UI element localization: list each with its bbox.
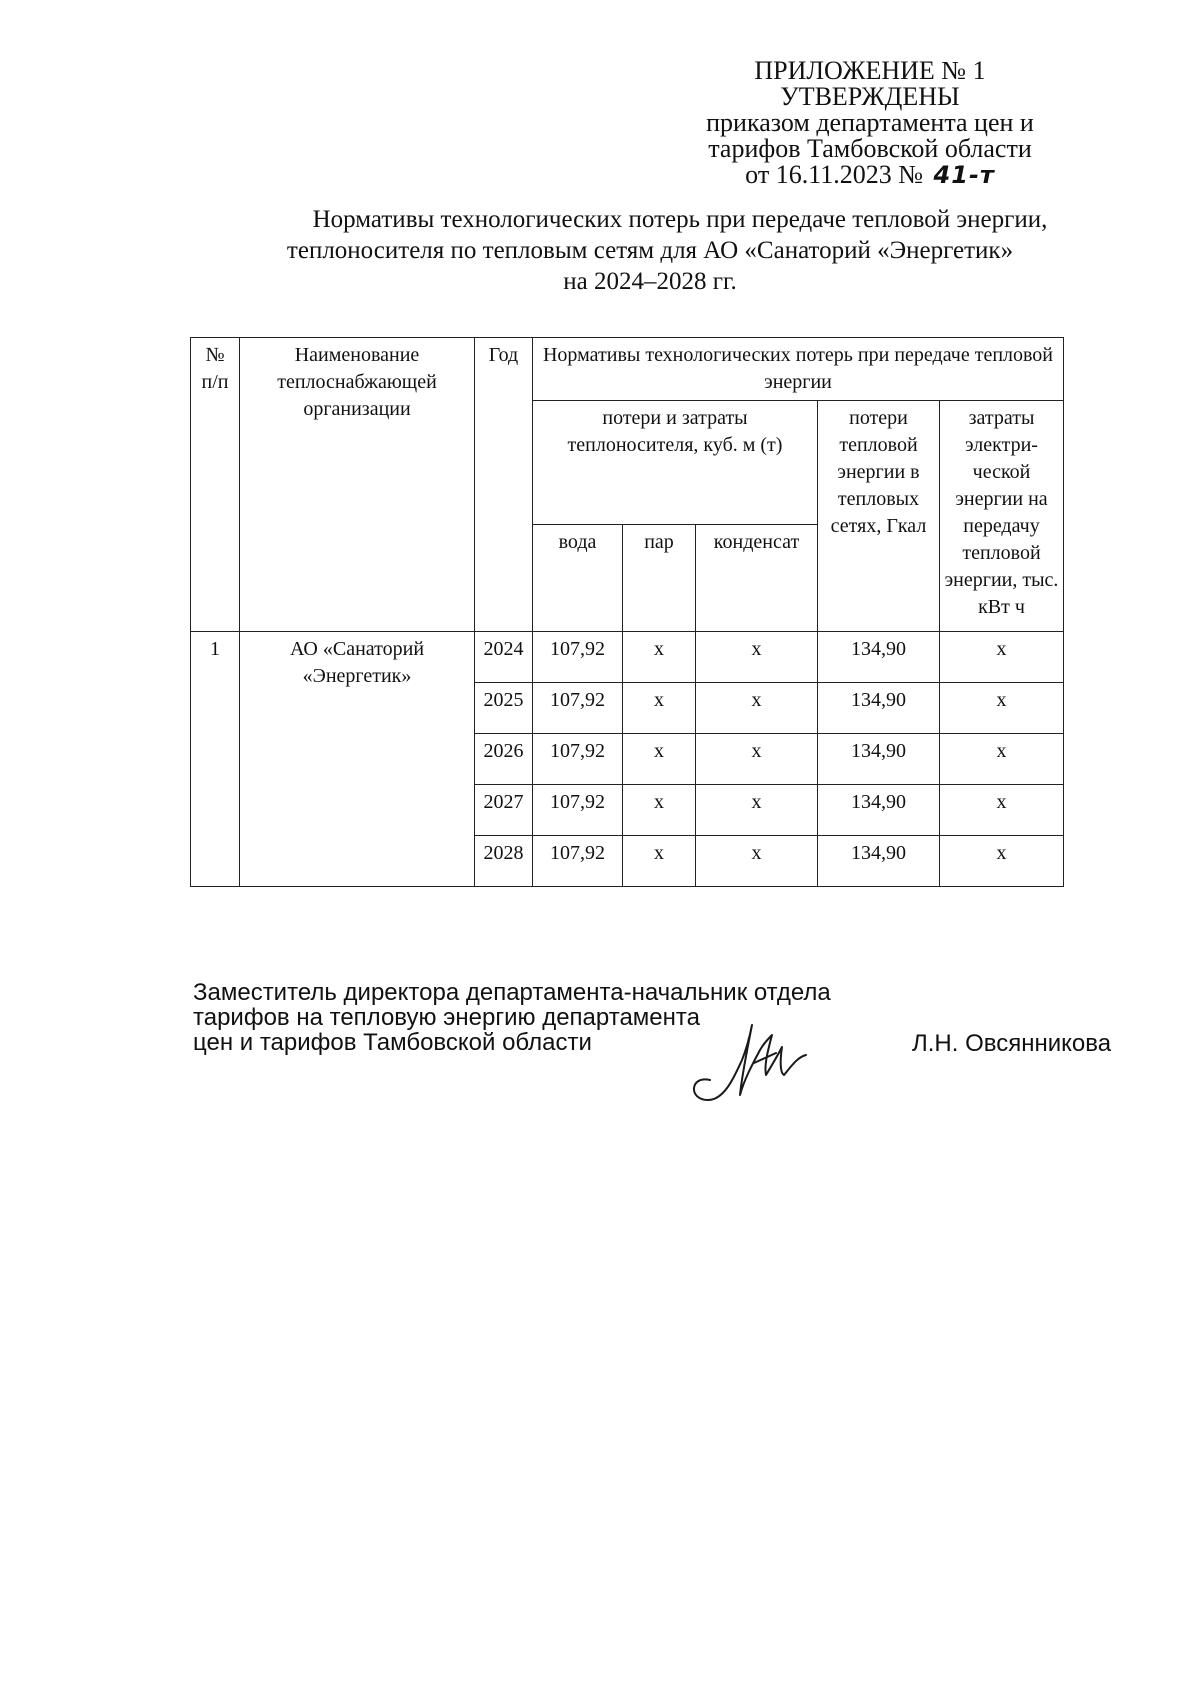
header-steam: пар: [623, 525, 696, 632]
header-electricity: затраты электри-ческой энергии на передачу тепловой энергии, тыс. кВт ч: [940, 401, 1064, 632]
norms-table: [190, 337, 1064, 887]
water-cell: 107,92: [533, 734, 623, 785]
year-cell: 2026: [475, 734, 533, 785]
row-number: 1: [191, 632, 240, 887]
condensate-cell: х: [696, 632, 818, 683]
header-water: вода: [533, 525, 623, 632]
title-line-2: теплоносителя по тепловым сетям для АО «Санаторий «Энергетик»: [286, 237, 1014, 264]
condensate-cell: х: [696, 785, 818, 836]
steam-cell: х: [623, 836, 696, 887]
header-year: Год: [475, 338, 533, 632]
position-line-2: тарифов на тепловую энергию департамента: [193, 1004, 700, 1031]
table-row: [191, 632, 1064, 683]
signer-name: Л.Н. Овсянникова: [912, 1030, 1112, 1057]
header-organization: Наименование теплоснабжающей организации: [240, 338, 475, 632]
year-cell: 2025: [475, 683, 533, 734]
steam-cell: х: [623, 683, 696, 734]
header-coolant: потери и затраты теплоносителя, куб. м (т): [533, 401, 818, 525]
year-cell: 2024: [475, 632, 533, 683]
electricity-cell: х: [940, 683, 1064, 734]
water-cell: 107,92: [533, 836, 623, 887]
order-number-handwritten: 41-т: [933, 161, 995, 189]
appendix-label: ПРИЛОЖЕНИЕ № 1: [754, 56, 986, 85]
document-title: [180, 204, 1120, 297]
steam-cell: х: [623, 632, 696, 683]
position-line-3: цен и тарифов Тамбовской области: [193, 1029, 592, 1056]
order-line-2: тарифов Тамбовской области: [708, 134, 1032, 163]
electricity-cell: х: [940, 734, 1064, 785]
heat-loss-cell: 134,90: [818, 836, 940, 887]
order-date: от 16.11.2023 №: [745, 160, 924, 189]
condensate-cell: х: [696, 683, 818, 734]
position-line-1: Заместитель директора департамента-начальник отдела: [193, 979, 831, 1006]
electricity-cell: х: [940, 785, 1064, 836]
header-norms: Нормативы технологических потерь при передаче тепловой энергии: [533, 338, 1064, 401]
header-condensate: конденсат: [696, 525, 818, 632]
electricity-cell: х: [940, 632, 1064, 683]
handwritten-signature: [680, 1005, 830, 1105]
year-cell: 2028: [475, 836, 533, 887]
order-line-1: приказом департамента цен и: [706, 108, 1034, 137]
water-cell: 107,92: [533, 785, 623, 836]
title-line-1: Нормативы технологических потерь при передаче тепловой энергии,: [312, 206, 1048, 233]
heat-loss-cell: 134,90: [818, 785, 940, 836]
approved-label: УТВЕРЖДЕНЫ: [780, 82, 960, 111]
header-heat-losses: потери тепловой энергии в тепловых сетях, Гкал: [818, 401, 940, 632]
heat-loss-cell: 134,90: [818, 683, 940, 734]
header-no: № п/п: [191, 338, 240, 632]
organization-name: АО «Санаторий «Энергетик»: [240, 632, 475, 887]
year-cell: 2027: [475, 785, 533, 836]
heat-loss-cell: 134,90: [818, 632, 940, 683]
approval-stamp-block: [660, 58, 1080, 188]
title-line-3: на 2024–2028 гг.: [563, 268, 737, 295]
water-cell: 107,92: [533, 632, 623, 683]
condensate-cell: х: [696, 734, 818, 785]
heat-loss-cell: 134,90: [818, 734, 940, 785]
condensate-cell: х: [696, 836, 818, 887]
water-cell: 107,92: [533, 683, 623, 734]
electricity-cell: х: [940, 836, 1064, 887]
steam-cell: х: [623, 734, 696, 785]
steam-cell: х: [623, 785, 696, 836]
